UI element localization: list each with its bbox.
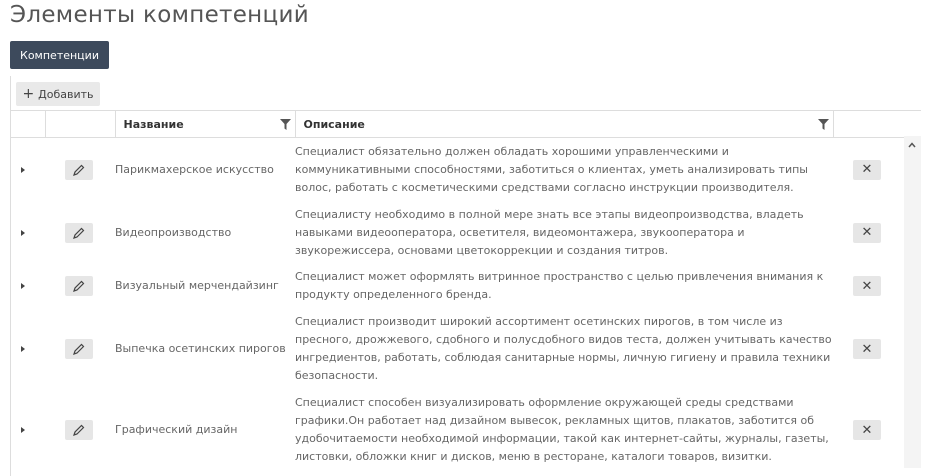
column-header-name-label: Название — [123, 117, 184, 131]
row-name: Парикмахерское искусство — [115, 162, 274, 176]
column-header-description[interactable] — [295, 111, 833, 138]
expand-arrow-icon[interactable] — [21, 167, 25, 173]
chevron-up-icon[interactable] — [908, 141, 916, 149]
expand-column-header — [10, 111, 45, 138]
edit-button[interactable] — [65, 420, 93, 440]
close-icon: ✕ — [861, 225, 873, 240]
competencies-button[interactable]: Компетенции — [10, 41, 109, 69]
row-description: Специалисту необходимо в полной мере знать все этапы видеопроизводства, владеть навыками видеооператора, осветителя, видеомонтажера, звукооператора и звукорежиссера, основами цветокоррекции и создания титров. — [295, 207, 804, 257]
row-name: Видеопроизводство — [115, 225, 232, 239]
expand-arrow-icon[interactable] — [21, 427, 25, 433]
table-header-row — [10, 111, 921, 138]
edit-column-header — [45, 111, 115, 138]
row-name: Графический дизайн — [115, 423, 238, 436]
plus-icon: + — [22, 86, 35, 102]
row-name: Визуальный мерчендайзинг — [115, 279, 279, 292]
table-row — [10, 390, 921, 471]
column-header-name[interactable] — [115, 111, 295, 138]
pencil-icon — [73, 343, 85, 355]
table-row — [10, 138, 921, 202]
table-row — [10, 264, 921, 309]
table-row — [10, 309, 921, 390]
edit-button[interactable] — [65, 223, 93, 243]
pencil-icon — [73, 280, 85, 292]
close-icon: ✕ — [861, 278, 873, 294]
edit-button[interactable] — [65, 339, 93, 359]
pencil-icon — [73, 227, 85, 239]
add-button-label: Добавить — [38, 87, 94, 101]
vertical-scrollbar[interactable] — [904, 136, 921, 468]
close-icon: ✕ — [861, 422, 873, 438]
pencil-icon — [73, 424, 85, 436]
filter-icon[interactable] — [818, 119, 829, 130]
row-name: Выпечка осетинских пирогов — [115, 342, 286, 355]
page-title: Элементы компетенций — [10, 2, 309, 28]
table-row — [10, 202, 921, 264]
row-description: Специалист производит широкий ассортимент осетинских пирогов, в том числе из пресного, дрожжевого, сдобного и полусдобного видов теста, должен учитывать качество ингредиентов, работать, соблюдая санитарные нормы, личную гигиену и правила техники безопасности. — [295, 315, 832, 382]
close-icon: ✕ — [861, 341, 873, 357]
expand-arrow-icon[interactable] — [21, 346, 25, 352]
competency-elements-table — [10, 110, 921, 471]
row-description: Специалист может оформлять витринное пространство с целью привлечения внимания к продукту определенного бренда. — [295, 270, 824, 301]
expand-arrow-icon[interactable] — [21, 283, 25, 289]
row-description: Специалист обязательно должен обладать хорошими управленческими и коммуникативными способностями, заботиться о клиентах, уметь анализировать типы волос, работать с косметическими средствами согласно инструкции производителя. — [295, 144, 808, 194]
delete-column-header — [833, 111, 921, 138]
delete-button[interactable] — [853, 276, 881, 296]
add-button[interactable] — [16, 82, 100, 106]
expand-arrow-icon[interactable] — [21, 230, 25, 236]
close-icon: ✕ — [861, 162, 873, 178]
column-header-description-label: Описание — [303, 117, 365, 131]
filter-icon[interactable] — [280, 119, 291, 130]
delete-button[interactable] — [853, 339, 881, 359]
row-description: Специалист способен визуализировать оформление окружающей среды средствами графики.Он работает над дизайном вывесок, рекламных щитов, плакатов, заботится об удобочитаемости необходимой информации, такой как интернет-сайты, журналы, газеты, листовки, обложки книг и дисков, меню в ресторане, каталоги товаров, визитки. — [295, 396, 829, 463]
pencil-icon — [73, 164, 85, 176]
delete-button[interactable] — [853, 223, 881, 243]
edit-button[interactable] — [65, 160, 93, 180]
edit-button[interactable] — [65, 276, 93, 296]
delete-button[interactable] — [853, 420, 881, 440]
delete-button[interactable] — [853, 160, 881, 180]
